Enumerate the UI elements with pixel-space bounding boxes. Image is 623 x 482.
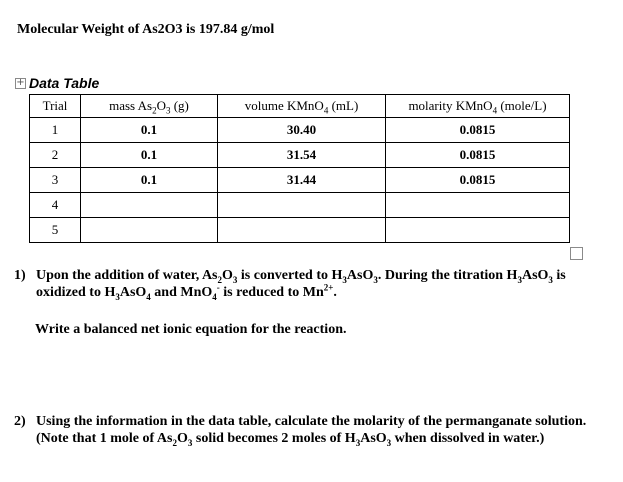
trial-cell: 5 xyxy=(30,218,81,243)
volume-cell[interactable]: 30.40 xyxy=(218,118,386,143)
trial-cell: 2 xyxy=(30,143,81,168)
question-2-number: 2) xyxy=(14,414,26,429)
molecular-weight-heading: Molecular Weight of As2O3 is 197.84 g/mol xyxy=(17,22,275,37)
column-header-trial: Trial xyxy=(30,95,81,118)
mass-cell[interactable] xyxy=(81,218,218,243)
question-1-text: Upon the addition of water, $As_2O_3$ is converted to $H_3AsO_3$. During the titration $H_3AsO_3$ is oxidized to $H_3AsO_4$ and MnO$_4$- is reduced to $Mn^{2+}$. xyxy=(36,268,566,302)
question-1-number: 1) xyxy=(14,268,26,283)
table-row xyxy=(30,118,570,143)
data-table xyxy=(29,94,570,243)
question-1 xyxy=(14,267,604,301)
question-2-text: Using the information in the data table, calculate the molarity of the permanganate solution. (Note that 1 mole of $As_2O_3$ solid becomes 2 moles of $H_3AsO_3$ when dissolved in water.) xyxy=(36,414,587,448)
move-cross-icon[interactable]: + xyxy=(16,77,25,88)
mass-cell[interactable] xyxy=(81,193,218,218)
question-1-instruction: Write a balanced net ionic equation for the reaction. xyxy=(35,322,347,337)
table-caption: Data Table xyxy=(29,75,100,91)
column-header-volume: volume KMnO$_4$ (mL) xyxy=(218,95,386,118)
volume-cell[interactable] xyxy=(218,193,386,218)
molarity-cell[interactable]: 0.0815 xyxy=(386,143,570,168)
volume-cell[interactable]: 31.44 xyxy=(218,168,386,193)
molarity-cell[interactable]: 0.0815 xyxy=(386,168,570,193)
volume-cell[interactable]: 31.54 xyxy=(218,143,386,168)
table-header-row xyxy=(30,95,570,118)
table-row xyxy=(30,193,570,218)
volume-cell[interactable] xyxy=(218,218,386,243)
molarity-cell[interactable]: 0.0815 xyxy=(386,118,570,143)
table-row xyxy=(30,168,570,193)
trial-cell: 3 xyxy=(30,168,81,193)
trial-cell: 1 xyxy=(30,118,81,143)
mass-cell[interactable]: 0.1 xyxy=(81,168,218,193)
mass-cell[interactable]: 0.1 xyxy=(81,118,218,143)
column-header-mass: mass $As_2O_3$ (g) xyxy=(81,95,218,118)
column-header-molarity: molarity KMnO$_4$ (mole/L) xyxy=(386,95,570,118)
question-2 xyxy=(14,413,589,447)
mass-cell[interactable]: 0.1 xyxy=(81,143,218,168)
molarity-cell[interactable] xyxy=(386,193,570,218)
molarity-cell[interactable] xyxy=(386,218,570,243)
table-row xyxy=(30,143,570,168)
trial-cell: 4 xyxy=(30,193,81,218)
table-row xyxy=(30,218,570,243)
table-resize-handle-icon[interactable] xyxy=(570,247,583,260)
